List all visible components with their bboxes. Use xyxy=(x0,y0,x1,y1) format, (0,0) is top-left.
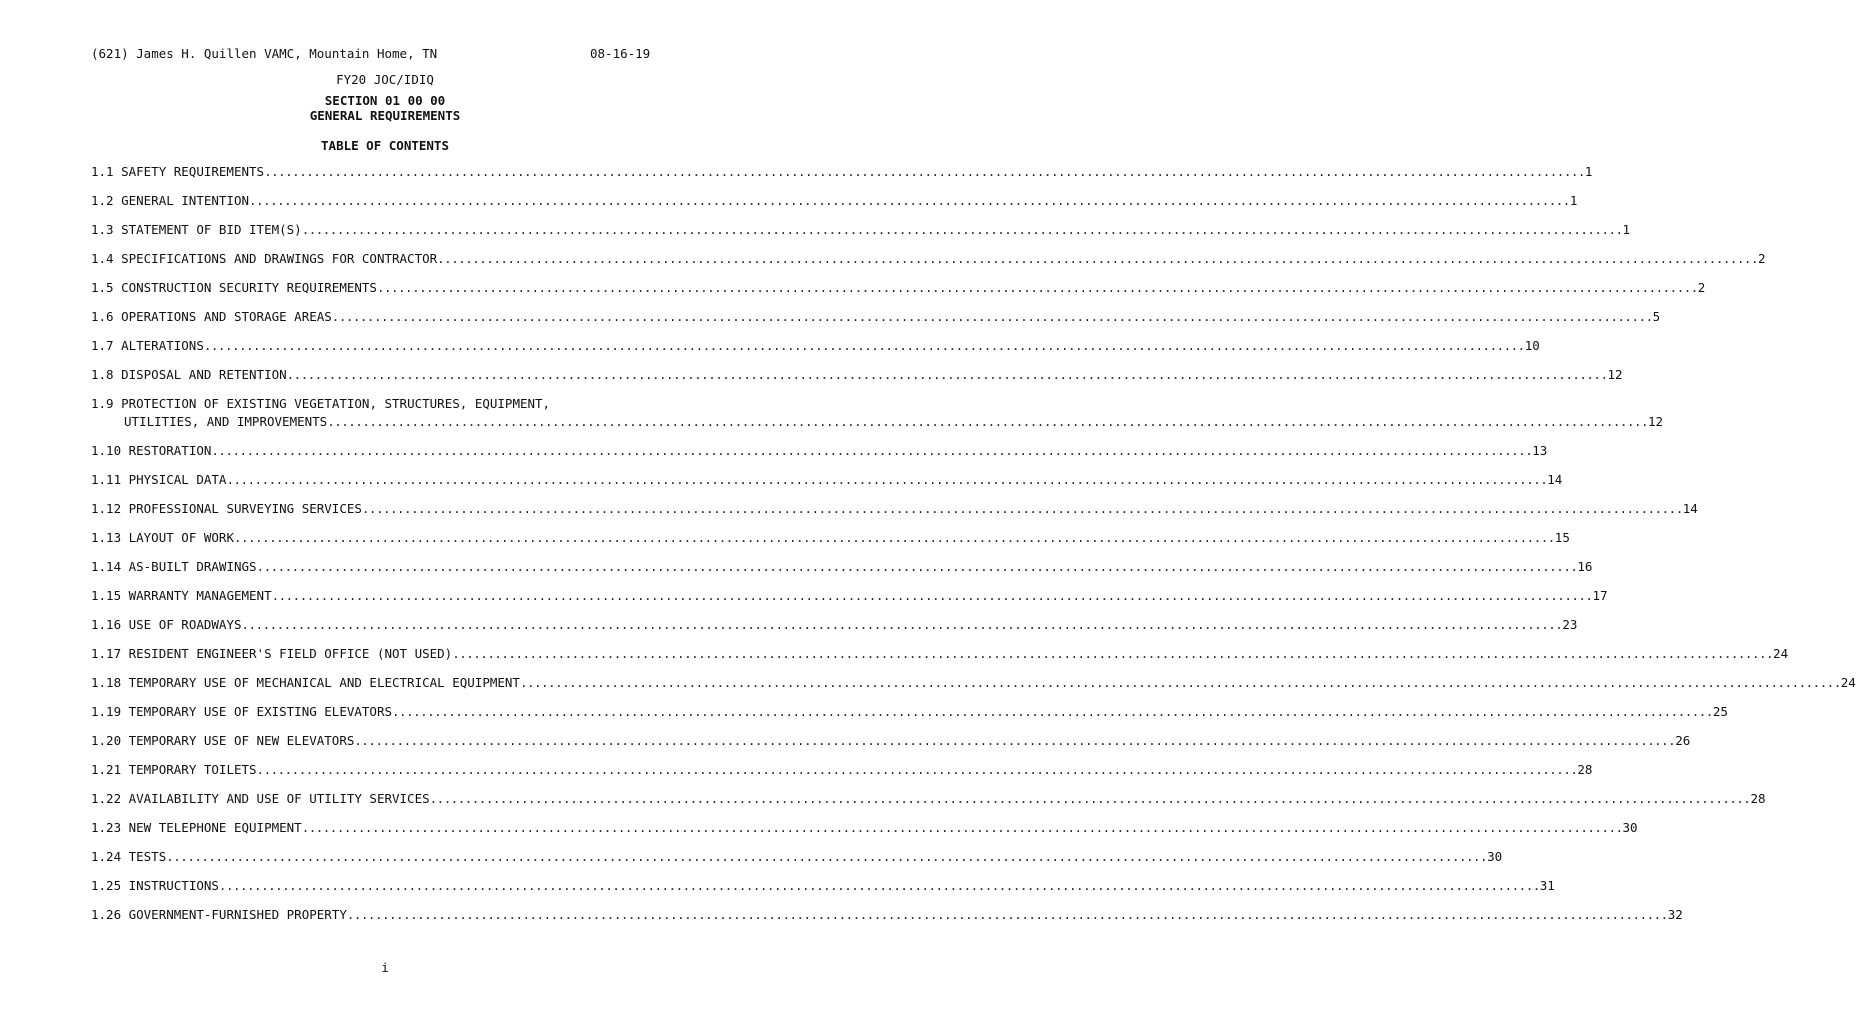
toc-entry-page: 31 xyxy=(1539,878,1555,893)
toc-entry xyxy=(91,674,1856,692)
toc-entry xyxy=(91,192,1578,210)
toc-entry-title: SAFETY REQUIREMENTS xyxy=(121,164,265,179)
toc-entry xyxy=(91,761,1593,779)
toc-entry xyxy=(91,279,1706,297)
page-number-footer: i xyxy=(381,960,389,975)
toc-entry-page: 14 xyxy=(1682,501,1698,516)
toc-entry-number: 1.9 xyxy=(91,396,114,411)
toc-entry-title: STATEMENT OF BID ITEM(S) xyxy=(121,222,302,237)
toc-entry-page: 24 xyxy=(1840,675,1856,690)
toc-dot-leader xyxy=(302,221,1623,239)
toc-entry-page: 2 xyxy=(1697,280,1706,295)
toc-entry-page: 12 xyxy=(1607,367,1623,382)
toc-dot-leader xyxy=(242,616,1563,634)
toc-dot-leader xyxy=(347,906,1668,924)
toc-entry-number: 1.13 xyxy=(91,530,122,545)
toc-entry-title: CONSTRUCTION SECURITY REQUIREMENTS xyxy=(121,280,377,295)
toc-entry-page: 15 xyxy=(1554,530,1570,545)
toc-entry xyxy=(91,529,1570,547)
toc-entry-page: 30 xyxy=(1622,820,1638,835)
toc-entry xyxy=(91,471,1563,489)
toc-entry-line xyxy=(91,221,1631,239)
toc-entry-title: SPECIFICATIONS AND DRAWINGS FOR CONTRACTOR xyxy=(121,251,438,266)
toc-entry-number: 1.24 xyxy=(91,849,122,864)
toc-entry-line xyxy=(91,703,1728,721)
toc-entry-line xyxy=(91,279,1706,297)
toc-entry-page: 28 xyxy=(1577,762,1593,777)
toc-entry-page: 28 xyxy=(1750,791,1766,806)
toc-entry xyxy=(91,790,1766,808)
toc-dot-leader xyxy=(166,848,1487,866)
toc-entry-line xyxy=(91,308,1661,326)
toc-dot-leader xyxy=(257,558,1578,576)
toc-entry-line xyxy=(91,366,1623,384)
toc-entry-number: 1.23 xyxy=(91,820,122,835)
toc-entry-line xyxy=(91,761,1593,779)
toc-entry-line xyxy=(91,163,1593,181)
toc-entry-page: 5 xyxy=(1652,309,1661,324)
toc-entry-title: INSTRUCTIONS xyxy=(128,878,219,893)
toc-dot-leader xyxy=(520,674,1841,692)
toc-entry xyxy=(91,645,1789,663)
toc-entry-title: PHYSICAL DATA xyxy=(128,472,227,487)
toc-heading: TABLE OF CONTENTS xyxy=(321,138,449,153)
toc-dot-leader xyxy=(272,587,1593,605)
toc-entry xyxy=(91,558,1593,576)
toc-entry-number: 1.14 xyxy=(91,559,122,574)
toc-entry-title: TEMPORARY TOILETS xyxy=(128,762,257,777)
toc-entry xyxy=(91,703,1728,721)
toc-entry xyxy=(91,848,1503,866)
toc-dot-leader xyxy=(257,761,1578,779)
toc-entry xyxy=(91,366,1623,384)
toc-entry-line xyxy=(91,413,1664,431)
section-title: GENERAL REQUIREMENTS xyxy=(309,108,461,123)
toc-entry-title: ALTERATIONS xyxy=(121,338,204,353)
toc-entry-number: 1.20 xyxy=(91,733,122,748)
toc-entry-number: 1.4 xyxy=(91,251,114,266)
toc-entry-page: 14 xyxy=(1547,472,1563,487)
toc-entry-number: 1.3 xyxy=(91,222,114,237)
toc-entry xyxy=(91,906,1683,924)
toc-dot-leader xyxy=(234,529,1555,547)
toc-entry-number: 1.18 xyxy=(91,675,122,690)
toc-entry xyxy=(91,163,1593,181)
date-header: 08-16-19 xyxy=(590,46,651,61)
toc-entry-page: 30 xyxy=(1487,849,1503,864)
toc-entry-number: 1.7 xyxy=(91,338,114,353)
toc-entry-title: AVAILABILITY AND USE OF UTILITY SERVICES xyxy=(128,791,430,806)
toc-entry-title: GENERAL INTENTION xyxy=(121,193,250,208)
toc-dot-leader xyxy=(204,337,1525,355)
toc-entry-line xyxy=(91,471,1563,489)
toc-entry-line xyxy=(91,250,1766,268)
toc-entry-number: 1.1 xyxy=(91,164,114,179)
toc-entry-line xyxy=(91,616,1578,634)
toc-entry-line xyxy=(91,645,1789,663)
toc-dot-leader xyxy=(354,732,1675,750)
toc-entry-page: 12 xyxy=(1648,414,1664,429)
toc-entry-page: 13 xyxy=(1532,443,1548,458)
toc-entry-number: 1.26 xyxy=(91,907,122,922)
toc-entry xyxy=(91,395,1664,431)
toc-dot-leader xyxy=(377,279,1698,297)
toc-entry-page: 25 xyxy=(1712,704,1728,719)
toc-dot-leader xyxy=(302,819,1623,837)
toc-entry-title: TESTS xyxy=(128,849,167,864)
toc-entry xyxy=(91,250,1766,268)
toc-entry-number: 1.11 xyxy=(91,472,122,487)
toc-entry-title: NEW TELEPHONE EQUIPMENT xyxy=(128,820,302,835)
toc-dot-leader xyxy=(264,163,1585,181)
toc-entry-number: 1.12 xyxy=(91,501,122,516)
facility-header: (621) James H. Quillen VAMC, Mountain Home, TN xyxy=(91,46,438,61)
toc-entry-line xyxy=(91,790,1766,808)
toc-entry-number: 1.10 xyxy=(91,443,122,458)
toc-entry-title: USE OF ROADWAYS xyxy=(128,617,242,632)
toc-entry-page: 32 xyxy=(1667,907,1683,922)
toc-dot-leader xyxy=(327,413,1648,431)
toc-entry-number: 1.6 xyxy=(91,309,114,324)
toc-entry-title: AS-BUILT DRAWINGS xyxy=(128,559,257,574)
toc-entry-number: 1.19 xyxy=(91,704,122,719)
toc-entry-title: RESTORATION xyxy=(128,443,212,458)
toc-dot-leader xyxy=(211,442,1532,460)
toc-entry-number: 1.5 xyxy=(91,280,114,295)
toc-entry-page: 24 xyxy=(1773,646,1789,661)
toc-entry xyxy=(91,877,1555,895)
toc-entry-page: 1 xyxy=(1584,164,1593,179)
toc-entry-line xyxy=(91,732,1691,750)
toc-entry xyxy=(91,616,1578,634)
toc-entry-line xyxy=(91,674,1856,692)
toc-entry xyxy=(91,221,1631,239)
toc-entry-title: DISPOSAL AND RETENTION xyxy=(121,367,287,382)
toc-entry-number: 1.17 xyxy=(91,646,122,661)
toc-dot-leader xyxy=(362,500,1683,518)
toc-entry-line xyxy=(91,587,1608,605)
section-number: SECTION 01 00 00 xyxy=(324,93,446,108)
toc-entry-title: GOVERNMENT-FURNISHED PROPERTY xyxy=(128,907,347,922)
toc-entry-page: 16 xyxy=(1577,559,1593,574)
toc-entry xyxy=(91,308,1661,326)
toc-entry-title-continued: UTILITIES, AND IMPROVEMENTS xyxy=(124,414,328,429)
toc-entry-title: LAYOUT OF WORK xyxy=(128,530,234,545)
toc-entry-line xyxy=(91,877,1555,895)
toc-entry-number: 1.25 xyxy=(91,878,122,893)
toc-entry-title: WARRANTY MANAGEMENT xyxy=(128,588,272,603)
toc-entry-line xyxy=(91,500,1698,518)
toc-entry-page: 26 xyxy=(1675,733,1691,748)
toc-entry-line xyxy=(91,906,1683,924)
toc-dot-leader xyxy=(430,790,1751,808)
toc-dot-leader xyxy=(226,471,1547,489)
toc-entry-title: RESIDENT ENGINEER'S FIELD OFFICE (NOT USED) xyxy=(128,646,453,661)
toc-dot-leader xyxy=(219,877,1540,895)
toc-entry-title: PROTECTION OF EXISTING VEGETATION, STRUCTURES, EQUIPMENT, xyxy=(121,396,551,411)
toc-entry-line xyxy=(91,442,1548,460)
toc-entry-title: TEMPORARY USE OF NEW ELEVATORS xyxy=(128,733,355,748)
toc-entry-line xyxy=(91,819,1638,837)
toc-entry xyxy=(91,587,1608,605)
toc-entry-line xyxy=(91,337,1540,355)
toc-entry xyxy=(91,732,1691,750)
toc-entry-title: PROFESSIONAL SURVEYING SERVICES xyxy=(128,501,362,516)
toc-entry-title: TEMPORARY USE OF EXISTING ELEVATORS xyxy=(128,704,393,719)
toc-entry xyxy=(91,337,1540,355)
toc-entry-page: 17 xyxy=(1592,588,1608,603)
toc-entry-number: 1.8 xyxy=(91,367,114,382)
toc-entry-line xyxy=(91,395,680,413)
toc-entry-number: 1.22 xyxy=(91,791,122,806)
toc-entry-line xyxy=(91,558,1593,576)
toc-entry-title: OPERATIONS AND STORAGE AREAS xyxy=(121,309,332,324)
toc-dot-leader xyxy=(392,703,1713,721)
toc-entry-number: 1.15 xyxy=(91,588,122,603)
toc-entry-page: 2 xyxy=(1757,251,1766,266)
toc-entry xyxy=(91,500,1698,518)
toc-entry xyxy=(91,442,1548,460)
toc-entry-number: 1.21 xyxy=(91,762,122,777)
toc-entry-page: 10 xyxy=(1524,338,1540,353)
toc-entry-number: 1.16 xyxy=(91,617,122,632)
toc-entry-line xyxy=(91,848,1503,866)
toc-entry-line xyxy=(91,192,1578,210)
project-name: FY20 JOC/IDIQ xyxy=(336,72,434,87)
toc-dot-leader xyxy=(437,250,1758,268)
toc-dot-leader xyxy=(287,366,1608,384)
toc-entry-page: 23 xyxy=(1562,617,1578,632)
toc-entry-number: 1.2 xyxy=(91,193,114,208)
toc-entry-title: TEMPORARY USE OF MECHANICAL AND ELECTRICAL EQUIPMENT xyxy=(128,675,520,690)
toc-entry-page: 1 xyxy=(1569,193,1578,208)
toc-entry-line xyxy=(91,529,1570,547)
toc-dot-leader xyxy=(249,192,1570,210)
toc-dot-leader xyxy=(332,308,1653,326)
toc-dot-leader xyxy=(452,645,1773,663)
toc-entry xyxy=(91,819,1638,837)
toc-entry-page: 1 xyxy=(1622,222,1631,237)
